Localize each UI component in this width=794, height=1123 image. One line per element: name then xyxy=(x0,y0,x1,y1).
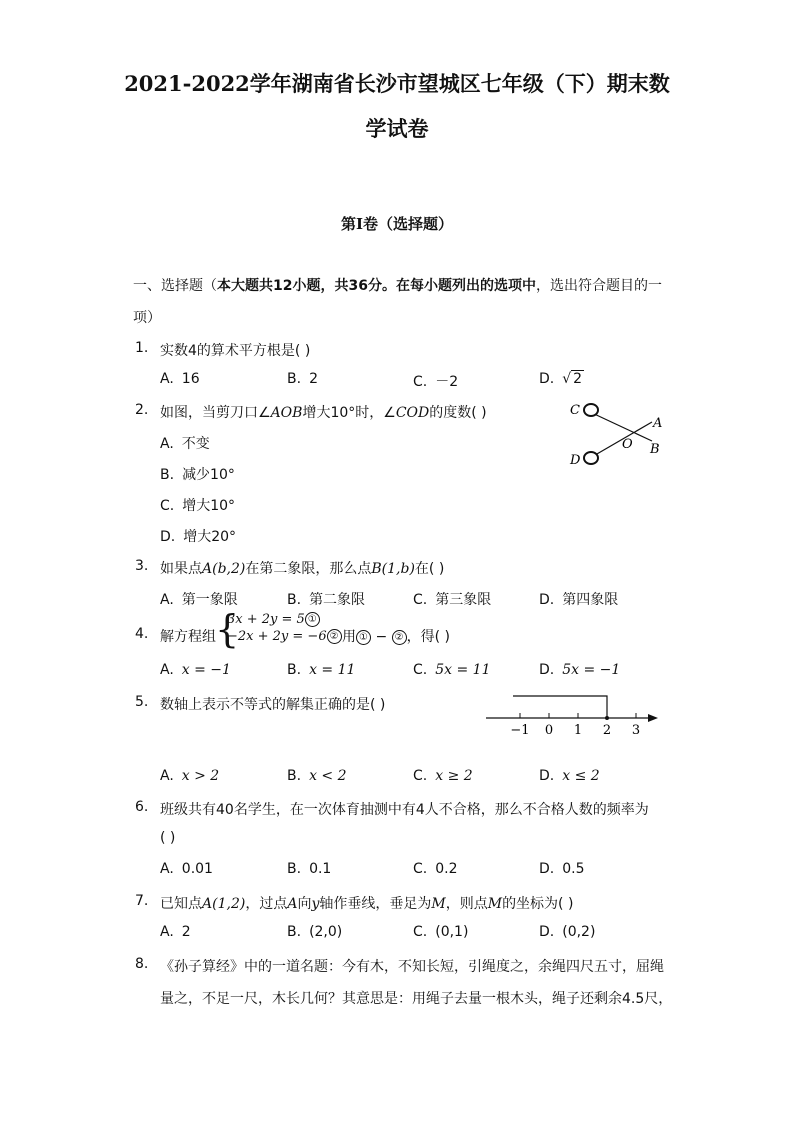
number-line-arrow xyxy=(648,714,658,722)
q1-option-d[interactable] xyxy=(539,371,584,387)
tick-label: 2 xyxy=(602,723,612,738)
q4-text-post xyxy=(342,626,450,646)
q7-option-b[interactable] xyxy=(287,924,342,940)
option-value: x ≥ 2 xyxy=(435,768,473,784)
q7-text-mid: ，过点 xyxy=(245,896,288,912)
option-letter: A. xyxy=(160,371,174,387)
instructions-prefix: 一、选择题（ xyxy=(133,278,217,294)
scissors-blade-oa xyxy=(590,422,652,458)
option-letter: D. xyxy=(539,924,555,940)
q1-option-a[interactable] xyxy=(160,371,200,387)
option-value: 2 xyxy=(573,371,583,387)
option-letter: C. xyxy=(413,768,428,784)
q7-option-d[interactable] xyxy=(539,924,595,940)
q5-text: 数轴上表示不等式的解集正确的是( ) xyxy=(160,697,386,713)
option-value: (0,1) xyxy=(435,924,469,940)
q4-option-d[interactable] xyxy=(539,662,620,678)
q7-axis-y: y xyxy=(311,896,320,912)
option-value: 增大20° xyxy=(183,529,237,545)
section-heading: 第I卷（选择题） xyxy=(340,215,454,233)
q2-text xyxy=(160,402,487,422)
eq1-text: 3x + 2y = 5 xyxy=(227,612,305,627)
option-value: 5x = −1 xyxy=(562,662,621,678)
option-letter: A. xyxy=(160,662,174,678)
option-letter: D. xyxy=(539,662,555,678)
option-value: 16 xyxy=(181,371,200,387)
q7-text-post: 的坐标为( ) xyxy=(502,896,574,912)
option-letter: B. xyxy=(287,592,302,608)
option-letter: A. xyxy=(160,592,174,608)
q3-option-b[interactable] xyxy=(287,589,365,609)
q5-number: 5. xyxy=(135,694,149,710)
eq2-mark: ② xyxy=(327,629,342,644)
option-value: x = 11 xyxy=(309,662,356,678)
option-value: x > 2 xyxy=(181,768,220,784)
q3-text-mid: 在第二象限，那么点 xyxy=(245,561,372,577)
q7-point-m: M xyxy=(431,896,446,912)
exam-title-line2: 学试卷 xyxy=(365,116,429,141)
q6-option-b[interactable] xyxy=(287,861,331,877)
q7-text-mid4: ，则点 xyxy=(445,896,488,912)
q3-point-a: A xyxy=(202,561,213,577)
option-value: 第三象限 xyxy=(435,592,492,608)
q4-option-c[interactable] xyxy=(413,662,490,678)
option-value: 第一象限 xyxy=(181,592,238,608)
option-value: 0.5 xyxy=(562,861,585,877)
q4-text-use: 用 xyxy=(342,629,356,645)
option-value: 0.1 xyxy=(309,861,332,877)
number-line-ticks xyxy=(510,713,640,738)
option-letter: D. xyxy=(539,592,555,608)
q2-text-post: 的度数( ) xyxy=(429,405,487,421)
q7-text-pre: 已知点 xyxy=(160,896,202,912)
q6-number: 6. xyxy=(135,799,149,815)
q3-number: 3. xyxy=(135,558,149,574)
instructions-bold: 本大题共12小题，共36分。在每小题列出的选项中 xyxy=(217,278,536,294)
q2-angle-cod: COD xyxy=(395,405,430,421)
scissors-handle-c xyxy=(584,404,598,416)
q6-option-a[interactable] xyxy=(160,861,213,877)
q5-option-a[interactable] xyxy=(160,768,219,784)
q8-text-line2: 量之，不足一尺，木长几何？其意思是：用绳子去量一根木头，绳子还剩余4.5尺， xyxy=(160,991,673,1007)
instructions-suffix: ，选出符合题目的一 xyxy=(535,278,662,294)
eq1-mark: ① xyxy=(305,612,320,627)
instructions-line2: 项） xyxy=(133,310,161,326)
q1-text: 实数4的算术平方根是( ) xyxy=(160,343,311,359)
equation-brace: { xyxy=(215,607,240,651)
q3-option-d[interactable] xyxy=(539,589,618,609)
q6-option-c[interactable] xyxy=(413,861,458,877)
number-line-figure xyxy=(480,690,665,740)
tick-label: 3 xyxy=(631,723,641,738)
q2-option-c[interactable] xyxy=(160,495,235,515)
solution-set-marker xyxy=(513,696,607,718)
q2-text-pre: 如图，当剪刀口∠ xyxy=(160,405,271,421)
q7-text-mid2: 向 xyxy=(297,896,312,912)
option-letter: C. xyxy=(413,924,428,940)
option-letter: C. xyxy=(413,861,428,877)
option-value: 不变 xyxy=(181,436,210,452)
q7-number: 7. xyxy=(135,893,149,909)
q4-text-pre: 解方程组 xyxy=(160,629,216,645)
q7-option-a[interactable] xyxy=(160,924,191,940)
option-letter: B. xyxy=(287,371,302,387)
option-value: x = −1 xyxy=(181,662,231,678)
option-value: 第二象限 xyxy=(309,592,366,608)
label-o: O xyxy=(622,437,633,452)
q4-number: 4. xyxy=(135,626,149,642)
option-letter: C. xyxy=(160,498,175,514)
option-value: x ≤ 2 xyxy=(562,768,600,784)
label-b: B xyxy=(650,442,660,457)
scissors-figure xyxy=(560,398,670,470)
option-letter: C. xyxy=(413,592,428,608)
q5-option-d[interactable] xyxy=(539,768,600,784)
q4-mark-1: ① xyxy=(356,630,371,645)
option-letter: A. xyxy=(160,924,174,940)
q3-text-post: 在( ) xyxy=(414,561,445,577)
q4-text-get: ，得( ) xyxy=(406,629,451,645)
q8-number: 8. xyxy=(135,956,149,972)
option-letter: B. xyxy=(287,861,302,877)
option-value: 5x = 11 xyxy=(435,662,491,678)
q2-option-b[interactable] xyxy=(160,464,235,484)
q1-option-b[interactable] xyxy=(287,371,318,387)
q2-number: 2. xyxy=(135,402,149,418)
q2-option-d[interactable] xyxy=(160,526,236,546)
q1-option-c[interactable] xyxy=(413,371,458,391)
q3-coords-b: (1,b) xyxy=(381,561,415,577)
option-value: (2,0) xyxy=(309,924,343,940)
q6-option-d[interactable] xyxy=(539,861,585,877)
option-letter: D. xyxy=(539,768,555,784)
option-letter: C. xyxy=(413,374,428,390)
option-value: －2 xyxy=(435,374,459,390)
q6-text-line2: ( ) xyxy=(160,830,176,846)
option-value: 2 xyxy=(181,924,191,940)
option-letter: D. xyxy=(539,861,555,877)
option-value: 减少10° xyxy=(182,467,235,483)
option-letter: A. xyxy=(160,768,174,784)
q3-option-c[interactable] xyxy=(413,589,491,609)
eq2-text: −2x + 2y = −6 xyxy=(227,629,327,644)
q6-text: 班级共有40名学生，在一次体育抽测中有4人不合格，那么不合格人数的频率为 xyxy=(160,802,649,818)
q1-number: 1. xyxy=(135,340,149,356)
option-letter: B. xyxy=(160,467,175,483)
sqrt-symbol: √ xyxy=(562,371,572,387)
option-value: 0.2 xyxy=(435,861,458,877)
q8-text-line1: 《孙子算经》中的一道名题：今有木，不知长短，引绳度之，余绳四尺五寸，屈绳 xyxy=(160,959,664,975)
option-letter: A. xyxy=(160,861,174,877)
q7-point-m2: M xyxy=(487,896,503,912)
tick-label: −1 xyxy=(510,723,530,738)
q3-text-pre: 如果点 xyxy=(160,561,202,577)
label-a: A xyxy=(653,416,663,431)
q3-option-a[interactable] xyxy=(160,589,238,609)
option-value: (0,2) xyxy=(562,924,596,940)
q3-text xyxy=(160,558,444,578)
option-letter: D. xyxy=(160,529,176,545)
option-letter: A. xyxy=(160,436,174,452)
scissors-blade-ob xyxy=(590,412,652,441)
option-letter: C. xyxy=(413,662,428,678)
q7-point-a: A xyxy=(202,896,213,912)
q7-point-a2: A xyxy=(287,896,298,912)
option-value: 0.01 xyxy=(181,861,213,877)
q7-text xyxy=(160,893,573,913)
q3-coords-a: (b,2) xyxy=(212,561,246,577)
scissors-handle-d xyxy=(584,452,598,464)
tick-label: 0 xyxy=(544,723,554,738)
option-letter: D. xyxy=(539,371,555,387)
q2-text-mid: 增大10°时，∠ xyxy=(302,405,396,421)
option-value: 2 xyxy=(309,371,318,387)
q3-point-b: B xyxy=(371,561,382,577)
q7-option-c[interactable] xyxy=(413,924,468,940)
option-value: 第四象限 xyxy=(562,592,619,608)
q2-angle-aob: AOB xyxy=(270,405,303,421)
exam-title-line1: 2021-2022学年湖南省长沙市望城区七年级（下）期末数 xyxy=(124,71,670,96)
q4-equation-2 xyxy=(227,629,342,644)
q4-mark-2: ② xyxy=(392,630,407,645)
option-value: 增大10° xyxy=(182,498,236,514)
q4-option-a[interactable] xyxy=(160,662,231,678)
q4-equation-1 xyxy=(227,612,320,627)
q5-option-b[interactable] xyxy=(287,768,347,784)
q5-option-c[interactable] xyxy=(413,768,473,784)
label-c: C xyxy=(570,403,580,418)
q7-coords: (1,2) xyxy=(212,896,246,912)
instructions-line1 xyxy=(133,275,662,295)
option-value: x < 2 xyxy=(309,768,347,784)
option-letter: B. xyxy=(287,924,302,940)
q2-option-a[interactable] xyxy=(160,433,210,453)
q7-text-mid3: 轴作垂线，垂足为 xyxy=(319,896,432,912)
option-letter: B. xyxy=(287,768,302,784)
label-d: D xyxy=(570,453,581,468)
option-letter: B. xyxy=(287,662,302,678)
q4-minus: − xyxy=(371,629,392,645)
q4-option-b[interactable] xyxy=(287,662,355,678)
tick-label: 1 xyxy=(573,723,583,738)
